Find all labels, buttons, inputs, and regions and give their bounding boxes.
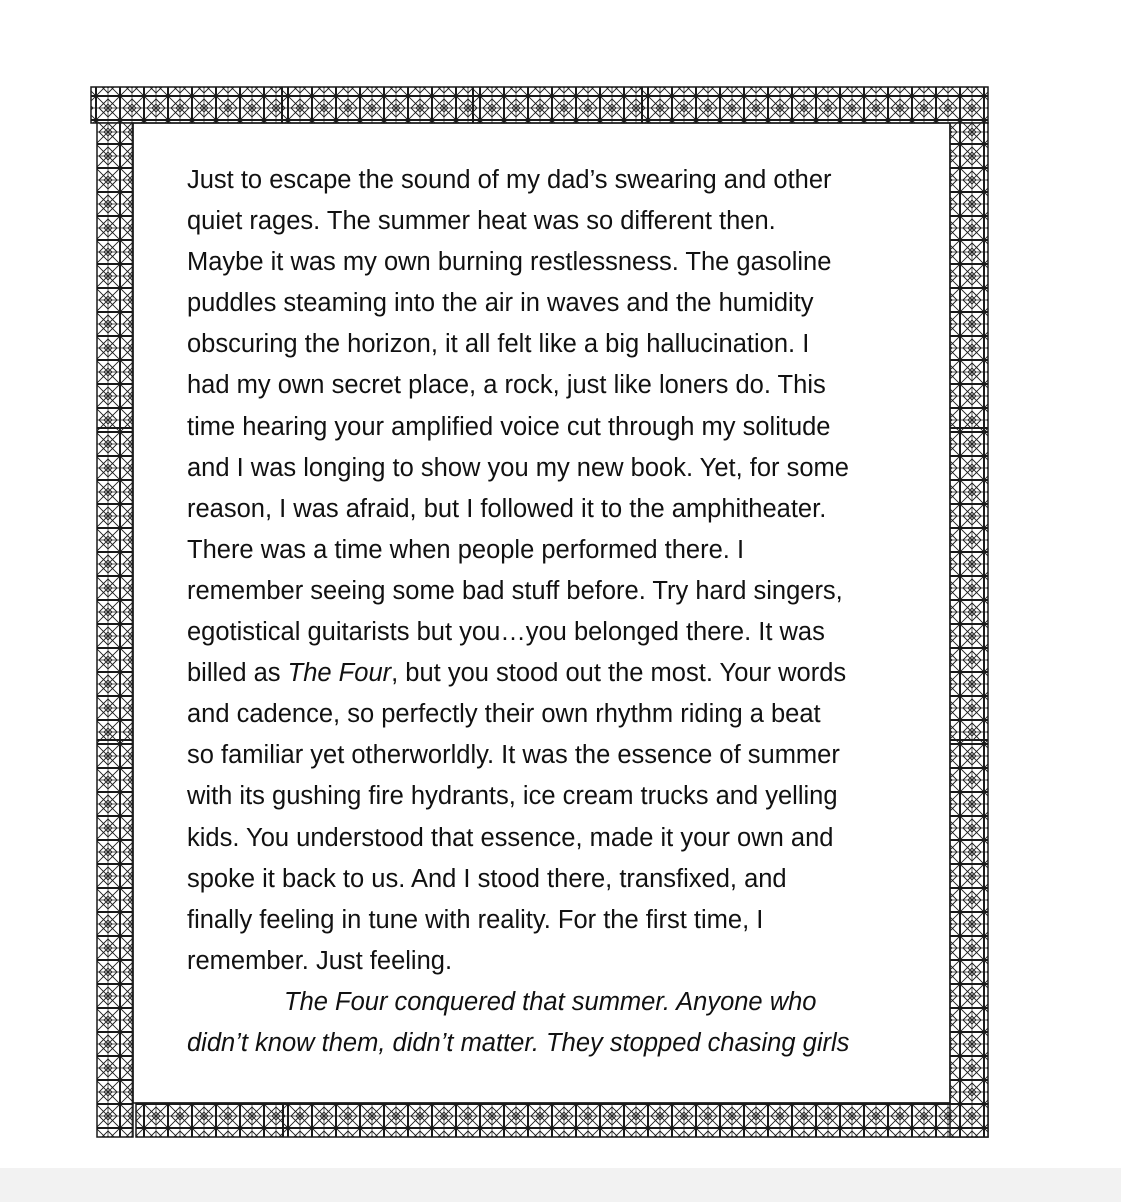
italic-title: The Four <box>287 659 392 688</box>
text-line: puddles steaming into the air in waves and the humidity <box>187 289 814 318</box>
border-bottom <box>136 1103 988 1137</box>
text-span: billed as <box>187 659 288 688</box>
text-line: Maybe it was my own burning restlessness. The gasoline <box>187 248 832 277</box>
text-line: and I was longing to show you my new book. Yet, for some <box>187 453 849 482</box>
text-line: didn’t know them, didn’t matter. They stopped chasing girls <box>187 1028 850 1057</box>
text-line: egotistical guitarists but you…you belonged there. It was <box>187 618 825 647</box>
text-line: so familiar yet otherworldly. It was the essence of summer <box>187 741 840 770</box>
text-line: remember seeing some bad stuff before. Try hard singers, <box>187 576 843 605</box>
text-line: quiet rages. The summer heat was so different then. <box>187 207 776 236</box>
border-left <box>97 123 133 1137</box>
text-line: remember. Just feeling. <box>187 946 453 975</box>
text-line: had my own secret place, a rock, just like loners do. This <box>187 371 826 400</box>
text-line: finally feeling in tune with reality. For the first time, I <box>187 905 764 934</box>
text-line: Just to escape the sound of my dad’s swearing and other <box>187 166 832 194</box>
body-text <box>187 160 907 1064</box>
text-line: kids. You understood that essence, made it your own and <box>187 823 834 852</box>
border-top <box>91 87 988 123</box>
text-line: time hearing your amplified voice cut through my solitude <box>187 412 831 441</box>
text-line: reason, I was afraid, but I followed it to the amphitheater. <box>187 494 827 523</box>
text-span: , but you stood out the most. Your words <box>391 659 847 688</box>
text-line: The Four conquered that summer. Anyone who <box>284 987 817 1016</box>
page-bottom-margin <box>0 1168 1121 1202</box>
text-line: spoke it back to us. And I stood there, transfixed, and <box>187 864 787 893</box>
border-right <box>950 123 988 1137</box>
text-line: with its gushing fire hydrants, ice cream trucks and yelling <box>187 782 838 811</box>
text-line: obscuring the horizon, it all felt like a big hallucination. I <box>187 330 810 359</box>
text-line: and cadence, so perfectly their own rhythm riding a beat <box>187 700 821 729</box>
text-line <box>187 653 907 694</box>
text-line: There was a time when people performed there. I <box>187 535 745 564</box>
